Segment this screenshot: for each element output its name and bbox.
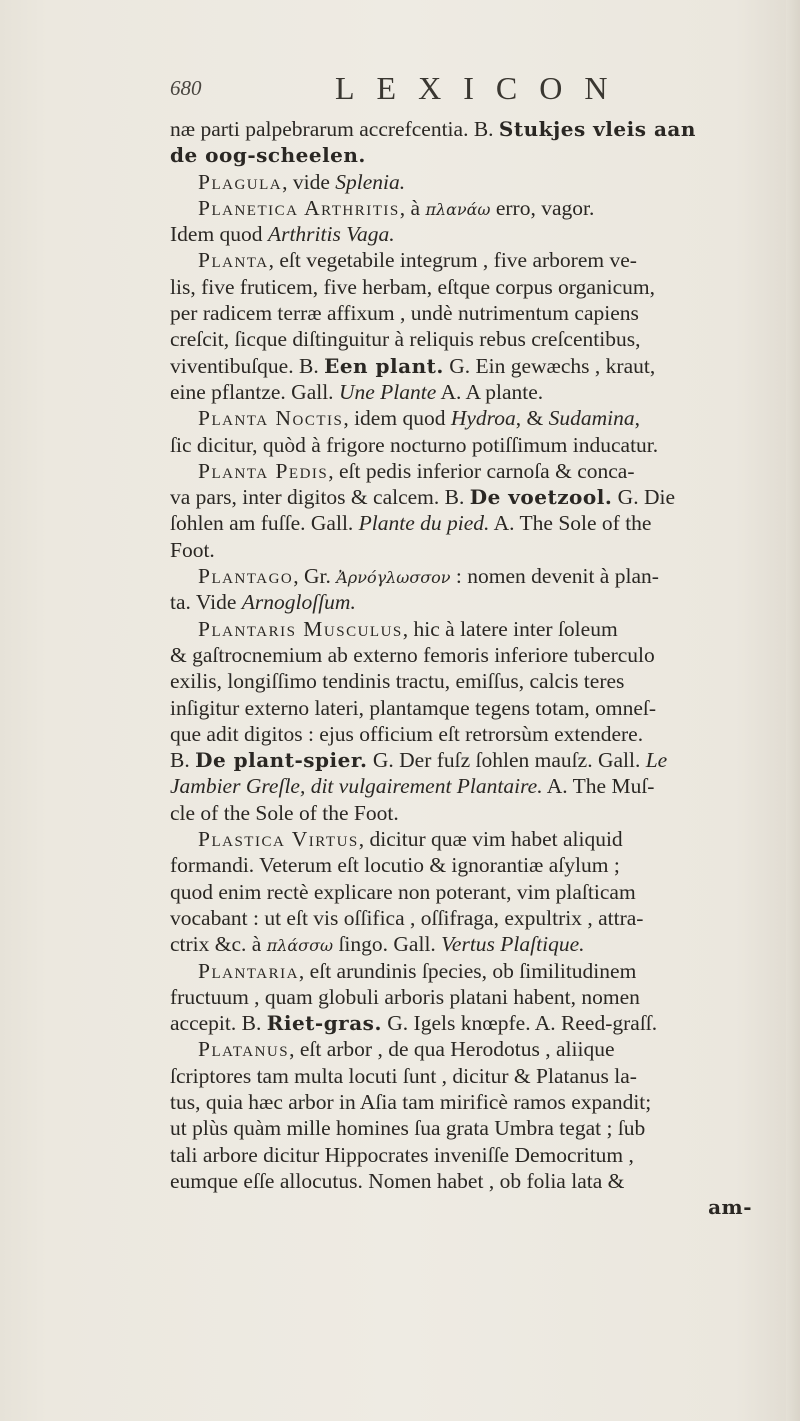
entry-line: [170, 747, 782, 773]
entry-headword: Planta: [198, 248, 269, 273]
text-run: accepit. B.: [170, 1011, 267, 1036]
text-run: A. The Sole of the: [489, 511, 652, 536]
cross-reference: Arnogloſſum.: [241, 590, 356, 615]
entry-line: eumque eſſe allocutus. Nomen habet , ob folia lata &: [170, 1168, 625, 1193]
entry-line: [170, 484, 782, 510]
text-run: ſohlen am fuſſe. Gall.: [170, 511, 359, 536]
entry-line: [170, 931, 782, 957]
text-run: G. Ein gewæchs , kraut,: [443, 353, 656, 378]
dutch-gloss: De plant-spier.: [195, 748, 368, 773]
text-run: , vide: [282, 169, 336, 194]
text-run: B.: [170, 748, 196, 773]
text-run: ,: [634, 406, 640, 431]
entry-line: [170, 353, 782, 379]
text-run: erro, vagor.: [490, 195, 595, 220]
entry-line: [170, 1010, 782, 1036]
greek-word: πλανάω: [425, 199, 491, 219]
text-run: G. Die: [612, 485, 675, 510]
entry-planta-noctis: [170, 405, 782, 431]
french-gloss: Une Plante: [338, 379, 437, 404]
entry-line: & gaſtrocnemium ab externo femoris inferiore tuberculo: [170, 642, 655, 667]
entry-headword: Plantaris Musculus: [198, 616, 403, 641]
entry-line: tus, quia hæc arbor in Aſia tam mirificè ramos expandit;: [170, 1089, 652, 1114]
dutch-gloss: Stukjes vleis aan: [498, 117, 696, 141]
page-number: 680: [170, 76, 202, 100]
text-run: næ parti palpebrarum accrefcentia. B.: [170, 117, 499, 141]
entry-headword: Planta Noctis: [198, 406, 344, 431]
entry-plantaris-musculus: [170, 616, 782, 642]
cross-reference: Arthritis Vaga.: [267, 222, 395, 247]
text-run: , hic à latere inter ſoleum: [402, 616, 618, 641]
cross-reference: Hydroa: [450, 406, 516, 431]
text-run: ſingo. Gall.: [333, 932, 442, 957]
entry-headword: Plantago: [198, 564, 294, 589]
page-header: [170, 70, 640, 114]
text-run: , Gr.: [293, 564, 337, 589]
text-run: viventibuſque. B.: [170, 353, 325, 378]
entry-line: quod enim rectè explicare non poterant, vim plaſticam: [170, 879, 636, 904]
text-run: ctrix &c. à: [170, 932, 267, 957]
entry-line: [170, 379, 782, 405]
entry-continuation-line: [170, 116, 782, 142]
french-gloss: Jambier Greſle, dit vulgairement Plantaire.: [170, 774, 543, 799]
entry-headword: Planetica Arthritis: [198, 195, 400, 220]
entry-headword: Planta Pedis: [198, 458, 329, 483]
text-run: , à: [399, 195, 426, 220]
entry-planetica-arthritis: [170, 195, 782, 221]
entry-continuation-line: [170, 142, 782, 168]
greek-word: Ἀρνόγλωσσον: [336, 568, 451, 588]
cross-reference: Sudamina: [548, 406, 635, 431]
entry-line: creſcit, ſicque diſtinguitur à reliquis rebus creſcentibus,: [170, 327, 641, 352]
entry-line: cle of the Sole of the Foot.: [170, 800, 399, 825]
entry-line: [170, 221, 782, 247]
text-run: Idem quod: [170, 222, 268, 247]
entry-line: ſic dicitur, quòd à frigore nocturno potiſſimum inducatur.: [170, 432, 659, 457]
text-run: eine pflantze. Gall.: [170, 379, 339, 404]
entry-plantaria: [170, 958, 782, 984]
entry-platanus: [170, 1036, 782, 1062]
entry-line: fructuum , quam globuli arboris platani habent, nomen: [170, 984, 640, 1009]
entry-headword: Plagula: [198, 169, 283, 194]
entry-line: ſcriptores tam multa locuti ſunt , dicitur & Platanus la-: [170, 1063, 637, 1088]
french-gloss: Le: [645, 748, 668, 773]
dutch-gloss: Een plant.: [324, 353, 444, 378]
entry-line: que adit digitos : ejus officium eſt retrorsùm extendere.: [170, 721, 644, 746]
entry-line: [170, 510, 782, 536]
text-run: , &: [515, 406, 549, 431]
greek-word: πλάσσω: [266, 936, 334, 956]
entry-line: exilis, longiſſimo tendinis tractu, emiſſus, calcis teres: [170, 669, 625, 694]
entry-line: Foot.: [170, 537, 215, 562]
catchword: [170, 1194, 782, 1220]
text-run: , eſt arbor , de qua Herodotus , aliique: [289, 1037, 615, 1062]
entry-line: formandi. Veterum eſt locutio & ignorantiæ aſylum ;: [170, 853, 620, 878]
text-run: , eſt arundinis ſpecies, ob ſimilitudinem: [298, 958, 637, 983]
dutch-gloss: De voetzool.: [469, 485, 613, 510]
french-gloss: Plante du pied.: [358, 511, 490, 536]
text-run: : nomen devenit à plan-: [450, 564, 659, 589]
entry-headword: Platanus: [198, 1037, 290, 1062]
entry-line: [170, 589, 782, 615]
entry-plagula: [170, 169, 782, 195]
text-run: va pars, inter digitos & calcem. B.: [170, 485, 470, 510]
text-run: A. The Muſ-: [542, 774, 655, 799]
entry-headword: Plantaria: [198, 958, 299, 983]
cross-reference: Splenia.: [335, 169, 406, 194]
entry-line: inſigitur externo lateri, plantamque tegens totam, omneſ-: [170, 695, 656, 720]
entry-line: [170, 773, 782, 799]
text-run: , eſt pedis inferior carnoſa & conca-: [328, 458, 635, 483]
text-run: , idem quod: [343, 406, 451, 431]
text-run: ta. Vide: [170, 590, 242, 615]
page-edge-shadow: [786, 0, 800, 1421]
dutch-gloss: de oog-scheelen.: [170, 143, 366, 168]
entry-plastica-virtus: [170, 826, 782, 852]
entry-planta-pedis: [170, 458, 782, 484]
entry-planta: [170, 247, 782, 273]
entry-plantago: [170, 563, 782, 589]
catchword-text: am-: [708, 1195, 752, 1220]
text-run: , dicitur quæ vim habet aliquid: [358, 827, 623, 852]
dutch-gloss: Riet-gras.: [266, 1011, 382, 1036]
french-gloss: Vertus Plaſtique.: [441, 932, 585, 957]
entry-line: ut plùs quàm mille homines ſua grata Umbra tegat ; ſub: [170, 1116, 646, 1141]
text-run: A. A plante.: [436, 379, 544, 404]
entry-line: per radicem terræ affixum , undè nutrimentum capiens: [170, 301, 639, 326]
entry-line: tali arbore dicitur Hippocrates inveniſſe Democritum ,: [170, 1142, 634, 1167]
text-run: G. Der fuſz ſohlen mauſz. Gall.: [367, 748, 646, 773]
dictionary-text: [170, 116, 782, 1220]
entry-line: lis, five fruticem, five herbam, eſtque corpus organicum,: [170, 274, 655, 299]
text-run: G. Igels knœpfe. A. Reed-graſſ.: [381, 1011, 658, 1036]
text-run: , eſt vegetabile integrum , five arborem ve-: [268, 248, 637, 273]
entry-headword: Plastica Virtus: [198, 827, 359, 852]
entry-line: vocabant : ut eſt vis oſſifica , oſſifraga, expultrix , attra-: [170, 905, 644, 930]
running-title: LEXICON: [335, 70, 630, 106]
